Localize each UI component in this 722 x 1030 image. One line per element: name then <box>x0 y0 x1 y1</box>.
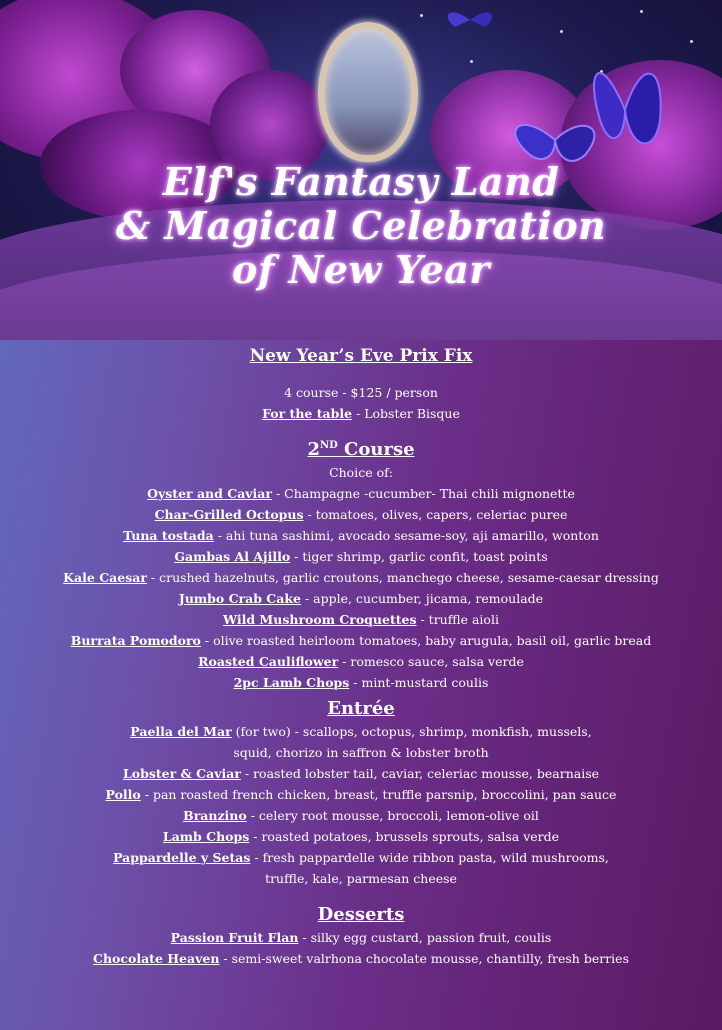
list-item: Branzino - celery root mousse, broccoli, lemon-olive oil <box>183 808 539 823</box>
menu-content <box>0 344 722 969</box>
list-item: Passion Fruit Flan - silky egg custard, passion fruit, coulis <box>170 930 552 945</box>
list-item: Oyster and Caviar - Champagne -cucumber- Thai chili mignonette <box>147 486 575 501</box>
list-item: Paella del Mar (for two) - scallops, octopus, shrimp, monkfish, mussels, <box>130 724 592 739</box>
list-item: Tuna tostada - ahi tuna sashimi, avocado sesame-soy, aji amarillo, wonton <box>123 528 599 543</box>
list-item: Kale Caesar - crushed hazelnuts, garlic croutons, manchego cheese, sesame-caesar dressing <box>63 570 659 585</box>
prix-fix-price: 4 course - $125 / person <box>284 385 438 400</box>
list-item: Wild Mushroom Croquettes - truffle aioli <box>223 612 499 627</box>
list-item-continuation: truffle, kale, parmesan cheese <box>265 871 457 886</box>
list-item: Char-Grilled Octopus - tomatoes, olives, capers, celeriac puree <box>154 507 568 522</box>
for-the-table-label: For the table <box>262 406 353 421</box>
for-the-table-item: - Lobster Bisque <box>352 406 460 421</box>
list-item-continuation: squid, chorizo in saffron & lobster broth <box>233 745 489 760</box>
entree-title: Entrée <box>327 698 395 719</box>
list-item: Lobster & Caviar - roasted lobster tail, caviar, celeriac mousse, bearnaise <box>122 766 600 781</box>
butterfly-icon <box>440 5 500 35</box>
list-item: 2pc Lamb Chops - mint-mustard coulis <box>233 675 489 690</box>
second-course-title: 2ND Course <box>307 439 415 460</box>
title-line-3: of New Year <box>232 247 490 292</box>
list-item: Roasted Cauliflower - romesco sauce, salsa verde <box>198 654 524 669</box>
list-item: Lamb Chops - roasted potatoes, brussels sprouts, salsa verde <box>162 829 560 844</box>
list-item: Burrata Pomodoro - olive roasted heirloom tomatoes, baby arugula, basil oil, garlic bread <box>70 633 652 648</box>
list-item: Jumbo Crab Cake - apple, cucumber, jicama, remoulade <box>178 591 544 606</box>
list-item: Pollo - pan roasted french chicken, breast, truffle parsnip, broccolini, pan sauce <box>105 787 617 802</box>
desserts-title: Desserts <box>317 904 405 925</box>
title-line-1: Elf's Fantasy Land <box>162 159 560 204</box>
page-title <box>0 160 722 292</box>
list-item: Gambas Al Ajillo - tiger shrimp, garlic confit, toast points <box>174 549 548 564</box>
title-line-2: & Magical Celebration <box>115 203 607 248</box>
mirror-illustration <box>318 22 418 162</box>
for-the-table <box>0 403 722 424</box>
list-item: Chocolate Heaven - semi-sweet valrhona chocolate mousse, chantilly, fresh berries <box>93 951 629 966</box>
list-item: Pappardelle y Setas - fresh pappardelle wide ribbon pasta, wild mushrooms, <box>113 850 609 865</box>
choice-of-label: Choice of: <box>329 465 393 480</box>
prix-fix-heading: New Year’s Eve Prix Fix <box>249 346 473 366</box>
